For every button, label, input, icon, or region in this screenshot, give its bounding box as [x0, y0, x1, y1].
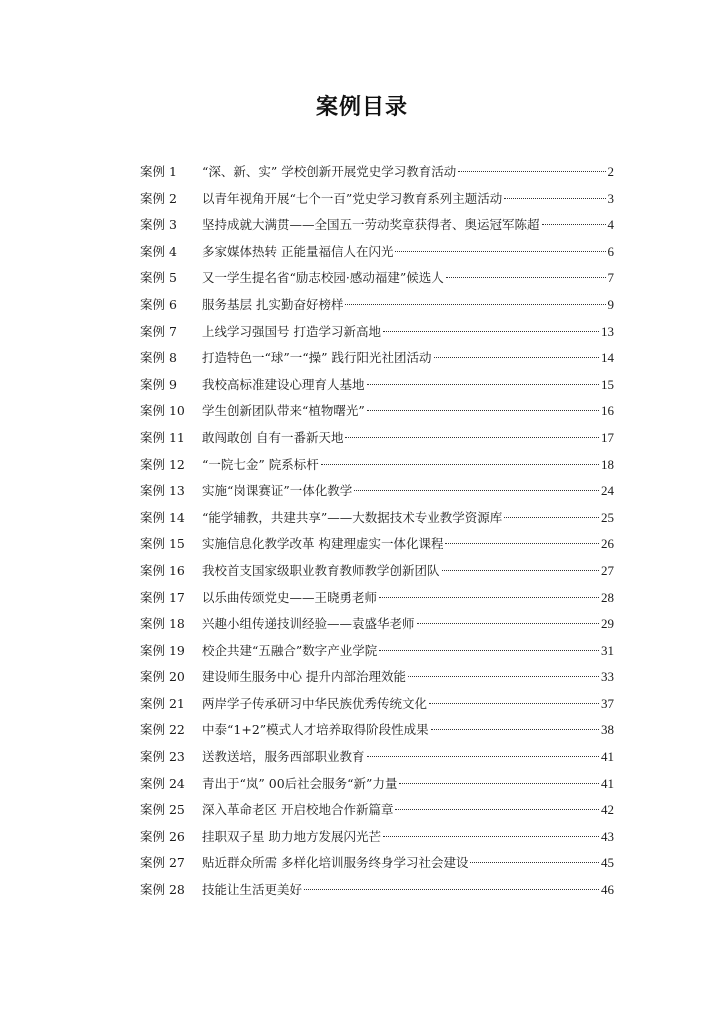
toc-dot-leader: [442, 570, 599, 571]
toc-case-title[interactable]: 送教送培，服务西部职业教育: [202, 749, 365, 765]
toc-case-label: 案例 21: [140, 695, 185, 711]
toc-case-title[interactable]: 贴近群众所需 多样化培训服务终身学习社会建设: [202, 855, 469, 871]
toc-dot-leader: [354, 490, 599, 491]
toc-case-title[interactable]: 青出于“岚” 00后社会服务“新”力量: [202, 775, 398, 791]
toc-page-number[interactable]: 38: [601, 722, 614, 738]
toc-case-label: 案例 14: [140, 509, 185, 525]
toc-dot-leader: [417, 623, 599, 624]
toc-case-title[interactable]: 又一学生提名省“励志校园·感动福建”候选人: [202, 270, 444, 286]
toc-case-label: 案例 5: [140, 270, 177, 286]
toc-case-title[interactable]: 中泰“1+2”模式人才培养取得阶段性成果: [202, 722, 429, 738]
toc-case-title[interactable]: 两岸学子传承研习中华民族优秀传统文化: [202, 695, 428, 711]
toc-case-label: 案例 23: [140, 749, 185, 765]
toc-page-number[interactable]: 4: [607, 217, 614, 233]
toc-case-label: 案例 7: [140, 323, 177, 339]
toc-case-title[interactable]: 多家媒体热转 正能量福信人在闪光: [202, 243, 394, 259]
toc-case-title[interactable]: 实施信息化教学改革 构建理虚实一体化课程: [202, 536, 444, 552]
toc-dot-leader: [367, 756, 599, 757]
toc-case-label: 案例 4: [140, 243, 177, 259]
toc-page-number[interactable]: 6: [607, 243, 614, 259]
toc-case-title[interactable]: 我校高标准建设心理育人基地: [202, 376, 365, 392]
toc-entry[interactable]: [140, 558, 614, 585]
toc-dot-leader: [367, 384, 599, 385]
toc-page-number[interactable]: 15: [601, 376, 614, 392]
toc-page-number[interactable]: 2: [607, 164, 614, 179]
toc-entry[interactable]: [140, 292, 614, 319]
toc-dot-leader: [470, 862, 599, 863]
toc-case-title[interactable]: 以青年视角开展“七个一百”党史学习教育系列主题活动: [202, 190, 503, 206]
toc-entry[interactable]: [140, 372, 614, 399]
toc-dot-leader: [445, 543, 599, 544]
toc-case-title[interactable]: 挂职双子星 助力地方发展闪光芒: [202, 828, 381, 844]
toc-page-number[interactable]: 27: [601, 562, 614, 578]
toc-entry[interactable]: [140, 797, 614, 824]
toc-case-title[interactable]: 技能让生活更美好: [202, 882, 303, 898]
toc-case-label: 案例 24: [140, 775, 185, 791]
toc-entry[interactable]: [140, 664, 614, 691]
toc-case-title[interactable]: 服务基层 扎实勤奋好榜样: [202, 296, 344, 312]
toc-page-number[interactable]: 45: [601, 855, 614, 871]
toc-entry[interactable]: [140, 850, 614, 877]
toc-page-number[interactable]: 16: [601, 403, 614, 419]
toc-case-label: 案例 3: [140, 217, 177, 233]
toc-page-number[interactable]: 43: [601, 828, 614, 844]
toc-entry[interactable]: [140, 744, 614, 771]
toc-case-title[interactable]: 建设师生服务中心 提升内部治理效能: [202, 669, 406, 685]
toc-dot-leader: [542, 224, 606, 225]
toc-page-number[interactable]: 3: [607, 190, 614, 206]
toc-page-number[interactable]: 17: [601, 429, 614, 445]
toc-page-number[interactable]: 41: [601, 749, 614, 765]
toc-entry[interactable]: [140, 345, 614, 372]
toc-page-number[interactable]: 29: [601, 616, 614, 632]
toc-entry[interactable]: [140, 265, 614, 292]
toc-dot-leader: [379, 650, 599, 651]
toc-case-label: 案例 6: [140, 296, 177, 312]
toc-dot-leader: [395, 251, 605, 252]
toc-entry[interactable]: [140, 239, 614, 266]
toc-case-label: 案例 25: [140, 802, 185, 818]
toc-page-number[interactable]: 25: [601, 509, 614, 525]
toc-page-number[interactable]: 31: [601, 642, 614, 658]
toc-case-label: 案例 9: [140, 376, 177, 392]
toc-case-title[interactable]: 深入革命老区 开启校地合作新篇章: [202, 802, 394, 818]
toc-entry[interactable]: [140, 771, 614, 798]
toc-case-title[interactable]: 学生创新团队带来“植物曙光”: [202, 403, 365, 419]
toc-page-number[interactable]: 41: [601, 775, 614, 791]
toc-page-number[interactable]: 7: [607, 270, 614, 286]
toc-dot-leader: [383, 331, 599, 332]
toc-entry[interactable]: [140, 478, 614, 505]
toc-entry[interactable]: [140, 717, 614, 744]
toc-page-number[interactable]: 28: [601, 589, 614, 605]
toc-case-title[interactable]: 以乐曲传颂党史——王晓勇老师: [202, 589, 378, 605]
toc-page-number[interactable]: 18: [601, 456, 614, 472]
toc-dot-leader: [379, 597, 599, 598]
toc-case-label: 案例 1: [140, 164, 177, 179]
toc-entry[interactable]: [140, 877, 614, 904]
toc-dot-leader: [408, 676, 599, 677]
toc-case-label: 案例 13: [140, 483, 185, 499]
toc-entry[interactable]: [140, 611, 614, 638]
toc-page-number[interactable]: 13: [601, 323, 614, 339]
toc-case-label: 案例 10: [140, 403, 185, 419]
toc-case-label: 案例 12: [140, 456, 185, 472]
toc-case-title[interactable]: 兴趣小组传递技训经验——袁盛华老师: [202, 616, 415, 632]
toc-entry[interactable]: [140, 531, 614, 558]
toc-case-label: 案例 26: [140, 828, 185, 844]
toc-case-title[interactable]: 坚持成就大满贯——全国五一劳动奖章获得者、奥运冠军陈超: [202, 217, 540, 233]
toc-case-title[interactable]: “能学辅教，共建共享”——大数据技术专业教学资源库: [202, 509, 503, 525]
toc-dot-leader: [367, 410, 599, 411]
toc-page-number[interactable]: 37: [601, 695, 614, 711]
toc-entry[interactable]: [140, 691, 614, 718]
toc-entry[interactable]: [140, 186, 614, 213]
toc-dot-leader: [383, 836, 599, 837]
toc-dot-leader: [429, 703, 599, 704]
toc-dot-leader: [304, 889, 599, 890]
toc-case-title[interactable]: 打造特色一“球”一“操” 践行阳光社团活动: [202, 350, 432, 366]
toc-case-label: 案例 28: [140, 882, 185, 898]
toc-case-label: 案例 11: [140, 429, 185, 445]
toc-entry[interactable]: [140, 585, 614, 612]
toc-case-label: 案例 2: [140, 190, 177, 206]
toc-case-label: 案例 22: [140, 722, 185, 738]
toc-entry[interactable]: [140, 452, 614, 479]
toc-case-title[interactable]: “一院七金” 院系标杆: [202, 456, 319, 472]
toc-dot-leader: [434, 357, 599, 358]
toc-dot-leader: [345, 437, 599, 438]
toc-case-label: 案例 16: [140, 562, 185, 578]
toc-case-label: 案例 15: [140, 536, 185, 552]
toc-dot-leader: [431, 729, 599, 730]
toc-entry[interactable]: [140, 505, 614, 532]
toc-case-label: 案例 17: [140, 589, 185, 605]
toc-case-label: 案例 20: [140, 669, 185, 685]
toc-page-number[interactable]: 26: [601, 536, 614, 552]
toc-entry[interactable]: [140, 319, 614, 346]
toc-dot-leader: [395, 809, 599, 810]
table-of-contents: [140, 159, 614, 904]
toc-entry[interactable]: [140, 425, 614, 452]
toc-dot-leader: [458, 171, 605, 172]
toc-case-label: 案例 19: [140, 642, 185, 658]
toc-case-label: 案例 27: [140, 855, 185, 871]
toc-case-title[interactable]: “深、新、实” 学校创新开展党史学习教育活动: [202, 164, 457, 179]
toc-case-title[interactable]: 校企共建“五融合”数字产业学院: [202, 642, 378, 658]
toc-case-title[interactable]: 上线学习强国号 打造学习新高地: [202, 323, 381, 339]
toc-page-number[interactable]: 42: [601, 802, 614, 818]
toc-case-label: 案例 18: [140, 616, 185, 632]
toc-page-number[interactable]: 9: [607, 296, 614, 312]
toc-page-number[interactable]: 33: [601, 669, 614, 685]
toc-case-title[interactable]: 我校首支国家级职业教育教师教学创新团队: [202, 562, 440, 578]
page-title: 案例目录: [315, 95, 408, 120]
toc-entry[interactable]: [140, 638, 614, 665]
toc-dot-leader: [504, 198, 605, 199]
toc-case-label: 案例 8: [140, 350, 177, 366]
toc-dot-leader: [345, 304, 605, 305]
toc-page-number[interactable]: 46: [601, 882, 614, 898]
toc-dot-leader: [446, 277, 606, 278]
toc-entry[interactable]: [140, 824, 614, 851]
toc-entry[interactable]: [140, 159, 614, 186]
toc-dot-leader: [504, 517, 599, 518]
toc-case-title[interactable]: 实施“岗课赛证”一体化教学: [202, 483, 353, 499]
toc-dot-leader: [321, 464, 599, 465]
toc-entry[interactable]: [140, 212, 614, 239]
toc-entry[interactable]: [140, 398, 614, 425]
toc-case-title[interactable]: 敢闯敢创 自有一番新天地: [202, 429, 344, 445]
toc-page-number[interactable]: 24: [601, 483, 614, 499]
toc-page-number[interactable]: 14: [601, 350, 614, 366]
toc-dot-leader: [399, 783, 599, 784]
